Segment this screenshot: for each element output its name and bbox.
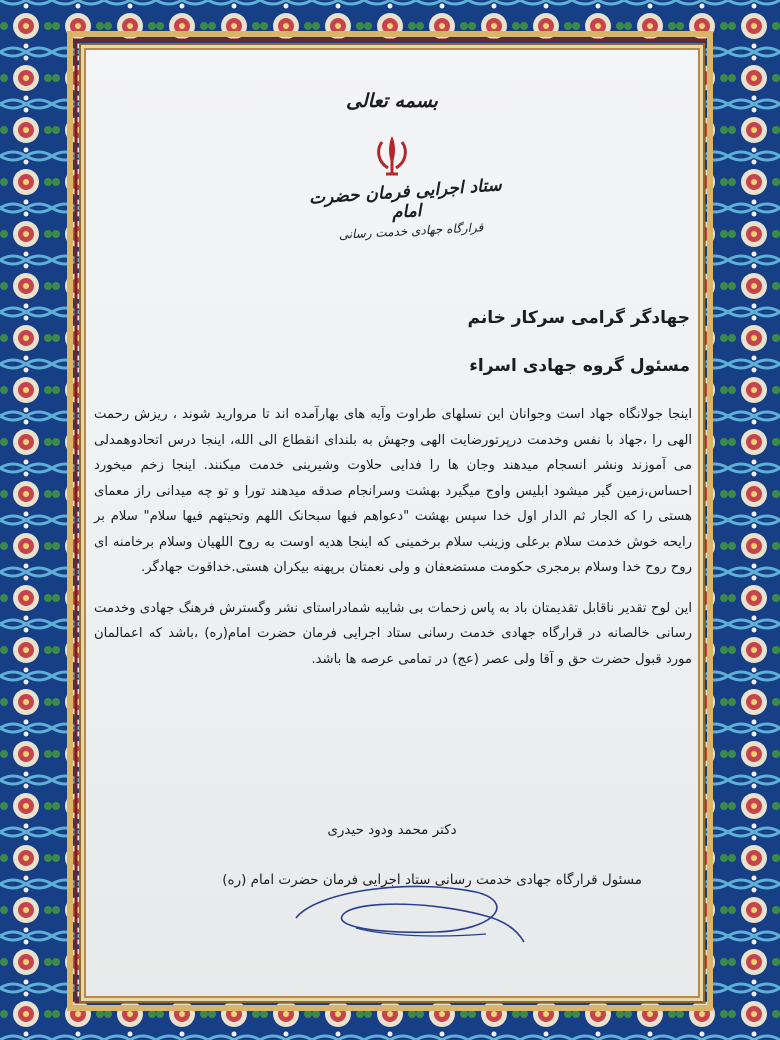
basmala-heading: بسمه تعالی: [346, 90, 438, 112]
organization-title: ستاد اجرایی فرمان حضرت امام: [308, 175, 503, 223]
letter-body: [94, 402, 692, 687]
signer-title: مسئول قرارگاه جهادی خدمت رسانی ستاد اجرایی فرمان حضرت امام (ره): [222, 872, 642, 888]
iran-emblem-icon: [368, 130, 416, 178]
handwritten-signature: [286, 872, 526, 952]
greeting-line-1: جهادگر گرامی سرکار خانم: [467, 308, 690, 328]
signer-name: دکتر محمد ودود حیدری: [327, 822, 457, 838]
body-paragraph-1: اینجا جولانگاه جهاد است وجوانان این نسلهای طراوت وآیه های بهارآمده اند تا مروارید شوند ، ریزش رحمت الهی را ،جهاد با نفس وخدمت درپرتورضایت الهی وجهش به بلندای انقطاع الی الله، اینجا درس اتحادوهمدلی می آموزند ونشر انسجام میدهند وجان ها را فدایی حلاوت وشیرینی خدمت میکنند. اینجا زخم میخورد احساس،زمین گیر میشود ابلیس واوج میگیرد بهشت وسرانجام صدقه میدهند تورا و تو چه میدانی راز معمای هستی را که الجار ثم الدار اول خدا سپس بهشت "دعواهم فیها سبحانک اللهم وتحیتهم فیها سلام" سلام بر رایحه خوش خدمت سلام برعلی وزینب سلام برخمینی که اینجا هدیه اوست به روح اللهیان وسلام برخامنه ای روح روح خدا وسلام برمجری حکومت مستضعفان و ولی نعمتان برپهنه بیکران هستی.خداقوت جهادگر.: [94, 407, 692, 575]
organization-subtitle: قرارگاه جهادی خدمت رسانی: [338, 220, 484, 242]
body-paragraph-2: این لوح تقدیر ناقابل تقدیمتان باد به پاس زحمات بی شایبه شمادراستای نشر وگسترش فرهنگ جهادی وخدمت رسانی خالصانه در قرارگاه جهادی خدمت رسانی ستاد اجرایی فرمان حضرت امام(ره) ،باشد که اعمالمان مورد قبول حضرت حق و آقا ولی عصر (عج) در تمامی عرصه ها باشد.: [94, 600, 692, 667]
certificate-paper: [84, 48, 700, 998]
greeting-line-2: مسئول گروه جهادی اسراء: [469, 356, 690, 376]
